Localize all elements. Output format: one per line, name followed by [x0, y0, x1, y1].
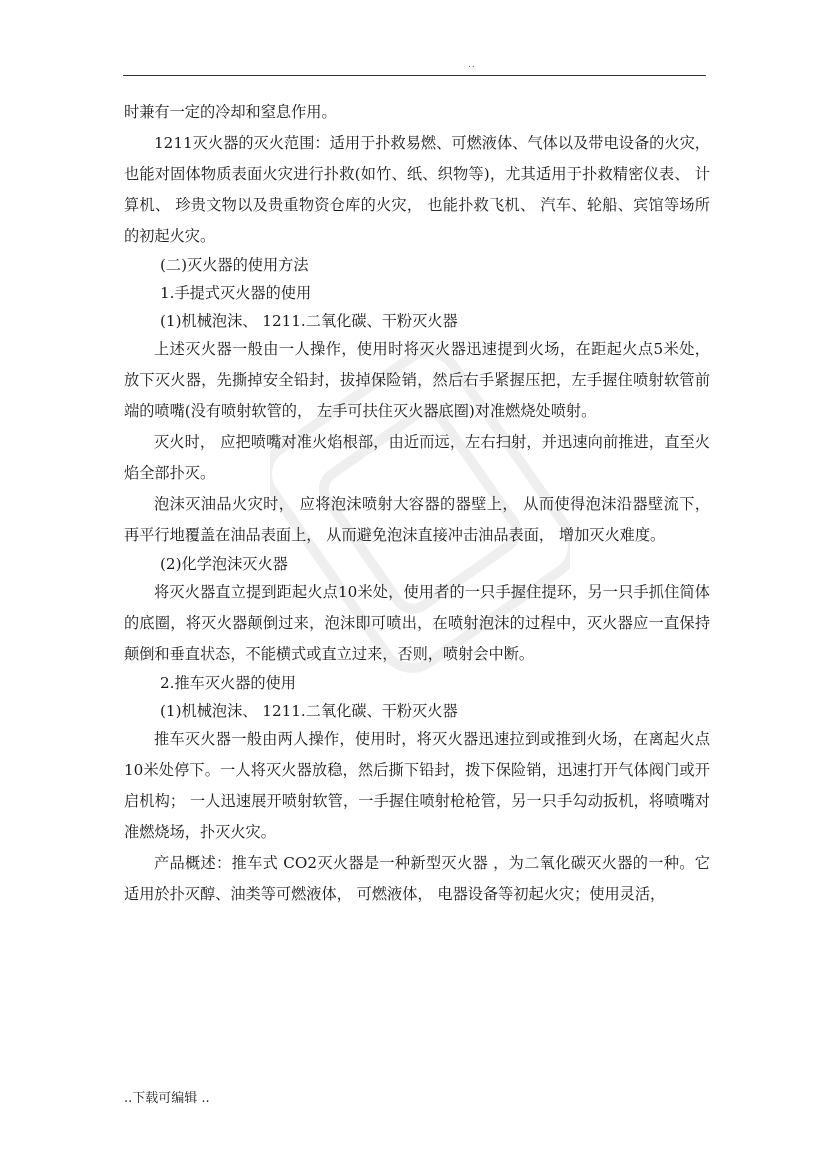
- subheading-handheld-types: (1)机械泡沫、 1211.二氧化碳、干粉灭火器: [160, 312, 458, 330]
- paragraph-0: 时兼有一定的冷却和窒息作用。: [124, 103, 337, 121]
- paragraph-5: 上述灭火器一般由一人操作，使用时将灭火器迅速提到火场，在距起火点5米处，放下灭火器，先撕掉安全铅封，拔掉保险销，然后右手紧握压把，左手握住喷射软管前端的喷嘴(没有喷射软管的， 左手可扶住灭火器底圈)对准燃烧处喷射。: [124, 340, 710, 420]
- paragraph-6: 灭火时， 应把喷嘴对准火焰根部，由近而远，左右扫射，并迅速向前推进，直至火焰全部扑灭。: [124, 433, 710, 482]
- paragraph-7: 泡沫灭油品火灾时， 应将泡沫喷射大容器的器壁上， 从而使得泡沫沿器壁流下， 再平行地覆盖在油品表面上， 从而避免泡沫直接冲击油品表面， 增加灭火难度。: [124, 495, 710, 544]
- header-rule: [123, 75, 706, 76]
- paragraph-1: 1211灭火器的灭火范围：适用于扑救易燃、可燃液体、气体以及带电设备的火灾，也能对固体物质表面火灾进行扑救(如竹、纸、织物等)，尤其适用于扑救精密仪表、 计算机、 珍贵文物以及贵重物资仓库的火灾， 也能扑救飞机、 汽车、轮船、宾馆等场所的初起火灾。: [124, 134, 710, 245]
- header-mark: ..: [468, 60, 476, 70]
- subheading-cart-types: (1)机械泡沫、 1211.二氧化碳、干粉灭火器: [160, 702, 458, 720]
- paragraph-13: 产品概述：推车式 CO2灭火器是一种新型灭火器 ，为二氧化碳灭火器的一种。它适用於扑灭醇、油类等可燃液体， 可燃液体， 电器设备等初起火灾；使用灵活，: [124, 854, 710, 903]
- paragraph-9: 将灭火器直立提到距起火点10米处，使用者的一只手握住提环，另一只手抓住简体的底圈，将灭火器颠倒过来，泡沫即可喷出，在喷射泡沫的过程中，灭火器应一直保持颠倒和垂直状态，不能横式或直立过来，否则，喷射会中断。: [124, 583, 710, 663]
- body-text: [124, 97, 710, 910]
- subheading-handheld: 1.手提式灭火器的使用: [160, 284, 312, 302]
- section-heading-usage: (二)灭火器的使用方法: [160, 256, 309, 274]
- subheading-chemical-foam: (2)化学泡沫灭火器: [160, 555, 288, 573]
- paragraph-12: 推车灭火器一般由两人操作，使用时，将灭火器迅速拉到或推到火场，在离起火点10米处停下。一人将灭火器放稳，然后撕下铅封，拨下保险销，迅速打开气体阀门或开启机构； 一人迅速展开喷射软管，一手握住喷射枪枪管，另一只手勾动扳机，将喷嘴对准燃烧场，扑灭火灾。: [124, 730, 710, 841]
- subheading-cart: 2.推车灭火器的使用: [160, 674, 296, 692]
- footer-mark: ..下载可编辑 ..: [124, 1091, 210, 1106]
